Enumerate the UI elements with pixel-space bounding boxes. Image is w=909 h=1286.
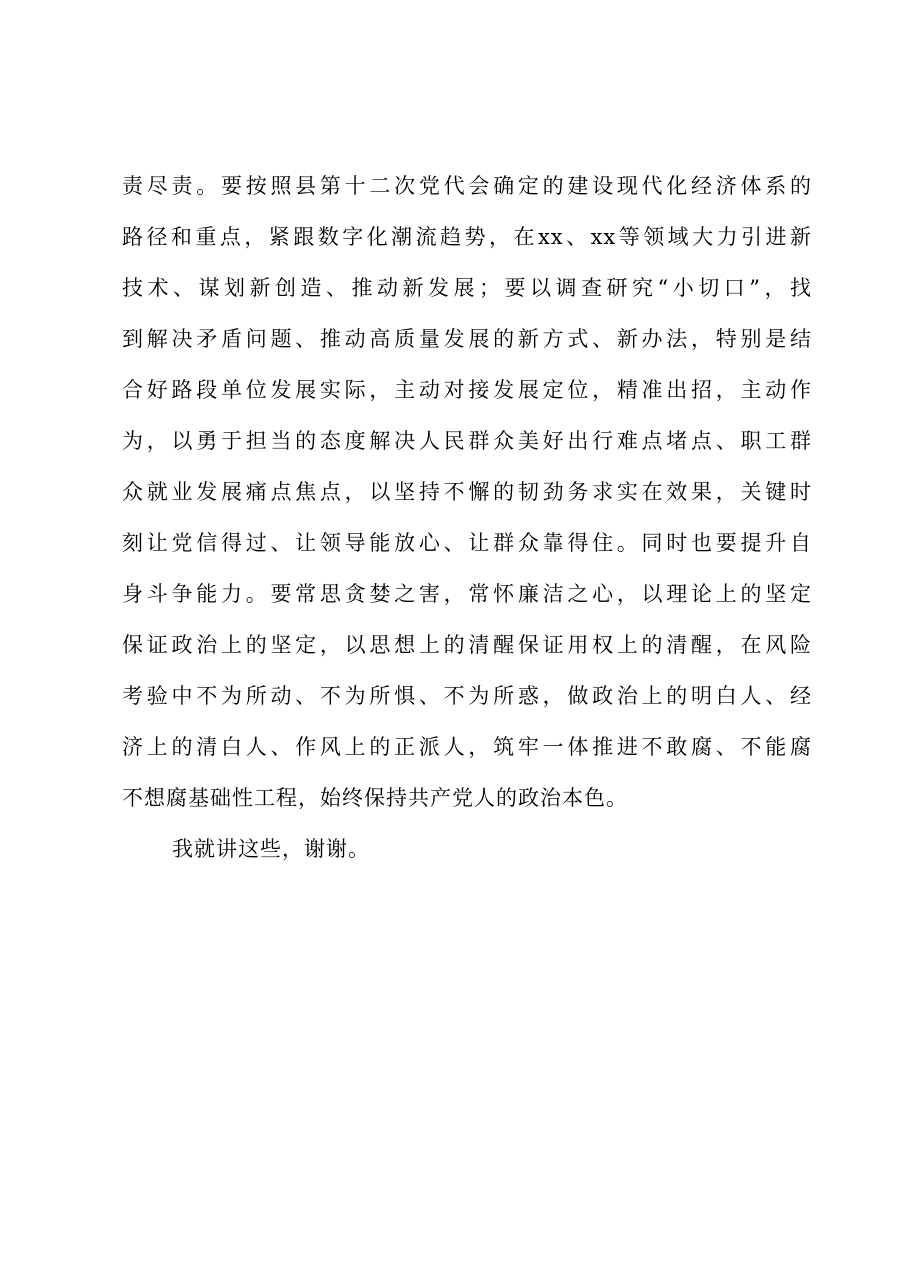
body-line: 众就业发展痛点焦点，以坚持不懈的韧劲务求实在效果，关键时 — [122, 480, 812, 504]
body-line: 路径和重点，紧跟数字化潮流趋势，在xx、xx等领域大力引进新 — [122, 225, 812, 249]
body-line: 保证政治上的坚定，以思想上的清醒保证用权上的清醒，在风险 — [122, 633, 812, 657]
body-text — [122, 161, 812, 875]
closing-remark: 我就讲这些，谢谢。 — [172, 837, 370, 861]
body-line: 济上的清白人、作风上的正派人，筑牢一体推进不敢腐、不能腐 — [122, 735, 812, 759]
body-line: 身斗争能力。要常思贪婪之害，常怀廉洁之心，以理论上的坚定 — [122, 582, 812, 606]
body-line: 不想腐基础性工程，始终保持共产党人的政治本色。 — [122, 786, 628, 810]
body-line: 技术、谋划新创造、推动新发展；要以调查研究“小切口”，找 — [122, 276, 812, 300]
body-line: 责尽责。要按照县第十二次党代会确定的建设现代化经济体系的 — [122, 174, 812, 198]
body-line: 到解决矛盾问题、推动高质量发展的新方式、新办法，特别是结 — [122, 327, 812, 351]
body-line: 刻让党信得过、让领导能放心、让群众靠得住。同时也要提升自 — [122, 531, 812, 555]
body-line: 合好路段单位发展实际，主动对接发展定位，精准出招，主动作 — [122, 378, 812, 402]
body-line: 考验中不为所动、不为所惧、不为所惑，做政治上的明白人、经 — [122, 684, 812, 708]
body-line: 为，以勇于担当的态度解决人民群众美好出行难点堵点、职工群 — [122, 429, 812, 453]
